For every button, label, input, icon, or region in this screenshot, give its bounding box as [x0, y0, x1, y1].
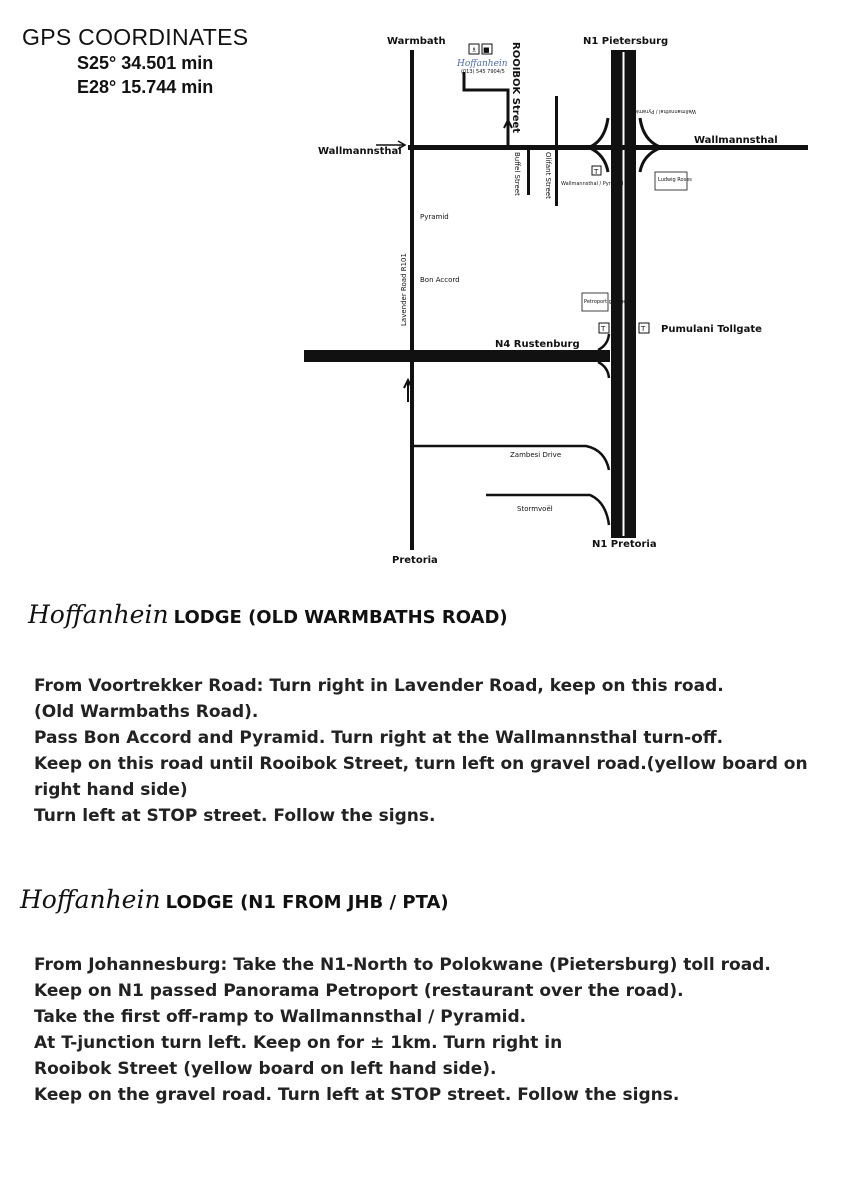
section2-line: At T-junction turn left. Keep on for ± 1km. Turn right in [34, 1033, 563, 1053]
label-n1-north: N1 Pietersburg [583, 36, 669, 47]
restaurant-icon-glyph: ♗ [471, 46, 478, 54]
label-lavender-road: Lavender Road R101 [400, 253, 408, 326]
section1-line: (Old Warmbaths Road). [34, 702, 259, 722]
section2-line: Take the first off-ramp to Wallmannsthal / Pyramid. [34, 1007, 527, 1027]
gps-longitude: E28° 15.744 min [77, 77, 214, 97]
label-stormvoel: Stormvoël [517, 505, 553, 513]
section2-line: Keep on the gravel road. Turn left at STOP street. Follow the signs. [34, 1085, 680, 1105]
wallmannsthal-ramp-ne [640, 118, 660, 147]
section2-heading [20, 885, 865, 914]
section1-line: Pass Bon Accord and Pyramid. Turn right at the Wallmannsthal turn-off. [34, 728, 724, 748]
section2-directions [34, 952, 865, 1108]
label-wallmannsthal-left: Wallmannsthal [318, 146, 402, 157]
label-n1-south: N1 Pretoria [592, 539, 657, 550]
toll-marker-east: T [641, 325, 646, 333]
lodge-access-road [464, 72, 508, 146]
lodge-logo: Hoffanhein [457, 59, 508, 69]
label-wallmannsthal-right: Wallmannsthal [694, 135, 778, 146]
lavender-road [410, 50, 414, 550]
gps-latitude: S25° 34.501 min [77, 53, 214, 73]
section1-line: From Voortrekker Road: Turn right in Lavender Road, keep on this road. [34, 676, 724, 696]
label-rooibok-street: ROOIBOK Street [510, 42, 521, 134]
section1-brand: Hoffanhein [28, 600, 169, 629]
n4-ramp-north [598, 334, 609, 350]
label-warmbath: Warmbath [387, 36, 446, 47]
section2-brand: Hoffanhein [20, 885, 161, 914]
label-olifant-street: Olifant Street [544, 152, 552, 199]
label-zambesi-drive: Zambesi Drive [510, 451, 562, 459]
directions-map [0, 0, 865, 580]
label-pumulani-tollgate: Pumulani Tollgate [661, 324, 762, 335]
section2-line: Keep on N1 passed Panorama Petroport (restaurant over the road). [34, 981, 684, 1001]
directions-n1 [0, 885, 865, 1108]
section1-directions [34, 673, 865, 829]
section1-line: right hand side) [34, 780, 188, 800]
n4-ramp-south [598, 362, 609, 378]
label-bon-accord: Bon Accord [420, 276, 460, 284]
label-petroport-garage: Petroport garage [584, 299, 627, 305]
section1-line: Turn left at STOP street. Follow the signs. [34, 806, 436, 826]
toll-marker-west: T [601, 325, 606, 333]
section2-line: From Johannesburg: Take the N1-North to Polokwane (Pietersburg) toll road. [34, 955, 771, 975]
label-wallmannsthal-pyramid-ramp: Wallmannsthal / Pyramid [633, 108, 696, 114]
section1-heading [28, 600, 865, 629]
toll-marker-north: T [594, 168, 599, 176]
olifant-street-road [555, 96, 558, 206]
section1-line: Keep on this road until Rooibok Street, turn left on gravel road.(yellow board on [34, 754, 808, 774]
gps-title: GPS COORDINATES [22, 24, 249, 50]
lodge-phone: (013) 545 7904/5 [461, 69, 505, 75]
label-wallmannsthal-pyramid-sign: Wallmannsthal / Pyramid [561, 181, 624, 187]
directions-old-warmbaths [0, 600, 865, 829]
wallmannsthal-ramp-nw [590, 118, 608, 147]
label-buffel-street: Buffel Street [513, 152, 521, 196]
bed-icon-glyph: ■ [483, 46, 490, 54]
label-pyramid: Pyramid [420, 213, 449, 221]
wallmannsthal-ramp-se [640, 148, 660, 172]
label-n4-rustenburg: N4 Rustenburg [495, 339, 580, 350]
label-pretoria: Pretoria [392, 555, 438, 566]
section2-line: Rooibok Street (yellow board on left hand side). [34, 1059, 497, 1079]
section1-title: LODGE (OLD WARMBATHS ROAD) [173, 607, 508, 628]
section2-title: LODGE (N1 FROM JHB / PTA) [165, 892, 449, 913]
n4-road [304, 350, 610, 362]
label-ludwig-roses: Ludwig Roses [658, 177, 692, 183]
buffel-street-road [527, 150, 530, 195]
